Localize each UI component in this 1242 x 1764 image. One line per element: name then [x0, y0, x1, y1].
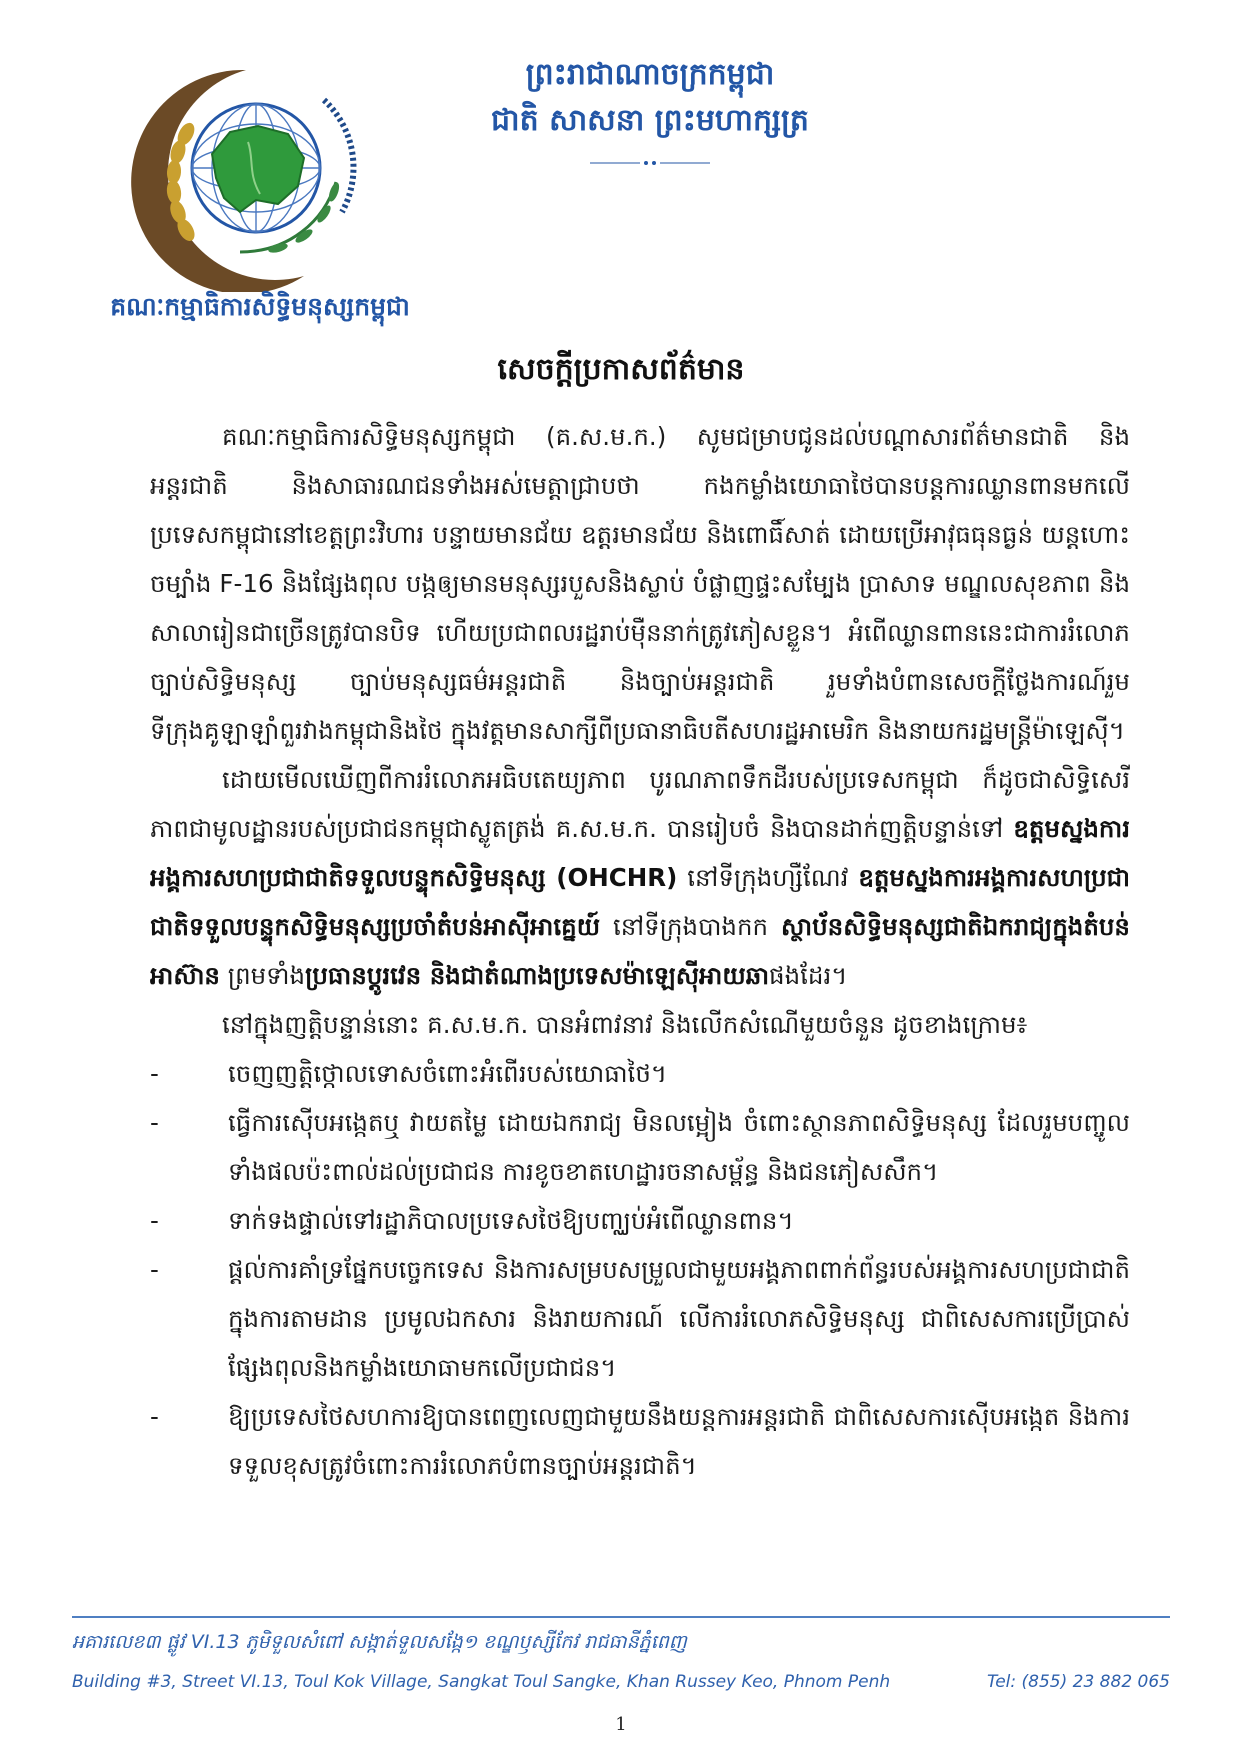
paragraph-2-text-d: នៅទីក្រុងបាងកក — [600, 912, 782, 941]
list-item — [150, 1196, 1130, 1245]
list-item-text: ផ្ដល់ការគាំទ្រផ្នែកបច្ចេកទេស និងការសម្របសម្រួលជាមួយអង្គភាពពាក់ព័ន្ធរបស់អង្គការសហប្រជាជាតិ ក្នុងការតាមដាន ប្រមូលឯកសារ និងរាយការណ៍ លើការរំលោភសិទ្ធិមនុស្ស ជាពិសេសការប្រើប្រាស់ផ្សែងពុលនិងកម្លាំងយោធាមកលើប្រជាជន។ — [228, 1255, 1130, 1382]
document-title: សេចក្ដីប្រកាសព័ត៌មាន — [497, 352, 745, 387]
list-dash: - — [150, 1059, 159, 1088]
list-dash: - — [150, 1108, 159, 1137]
list-item — [150, 1049, 1130, 1098]
footer-address-khmer: អគារលេខ៣ ផ្លូវ VI.13 ភូមិទួលសំពៅ សង្កាត់ទួលសង្កែ១ ខណ្ឌឫស្សីកែវ រាជធានីភ្នំពេញ — [72, 1631, 687, 1653]
list-item-text: ធ្វើការស៊ើបអង្កេតឬ វាយតម្លៃ ដោយឯករាជ្យ មិនលម្អៀង ចំពោះស្ថានភាពសិទ្ធិមនុស្ស ដែលរួមបញ្ចូលទាំងផលប៉ះពាល់ដល់ប្រជាជន ការខូចខាតហេដ្ឋារចនាសម្ព័ន្ធ និងជនភៀសសឹក។ — [228, 1108, 1130, 1186]
paragraph-2 — [150, 755, 1130, 1000]
kingdom-line-2: ជាតិ សាសនា ព្រះមហាក្សត្រ — [491, 103, 809, 138]
list-item-text: ទាក់ទងផ្ទាល់ទៅរដ្ឋាភិបាលប្រទេសថៃឱ្យបញ្ឈប់អំពើឈ្លានពាន។ — [228, 1206, 794, 1235]
page-number: 1 — [615, 1714, 627, 1735]
ornament-divider-icon — [590, 158, 710, 168]
footer-divider — [72, 1616, 1170, 1618]
paragraph-2-bold-ohchr: ឧត្តមស្នងការអង្គការសហប្រជាជាតិទទួលបន្ទុកសិទ្ធិមនុស្ស (OHCHR) — [150, 814, 1130, 892]
paragraph-2-text-c: នៅទីក្រុងហ្សឺណែវ — [677, 863, 859, 892]
list-dash: - — [150, 1255, 159, 1284]
kingdom-header — [430, 52, 870, 168]
paragraph-2-bold-asean: ស្ថាប័នសិទ្ធិមនុស្សជាតិឯករាជ្យក្នុងតំបន់អាស៊ាន — [150, 912, 1130, 990]
kingdom-line-1: ព្រះរាជាណាចក្រកម្ពុជា — [525, 57, 775, 92]
paragraph-3: នៅក្នុងញត្តិបន្ទាន់នោះ គ.ស.ម.ក. បានអំពាវនាវ និងលើកសំណើមួយចំនួន ដូចខាងក្រោម៖ — [222, 1010, 1028, 1039]
list-item-text: ចេញញត្តិថ្កោលទោសចំពោះអំពើរបស់យោធាថៃ។ — [228, 1059, 668, 1088]
list-dash: - — [150, 1206, 159, 1235]
paragraph-2-text-a: ដោយមើលឃើញពីការរំលោភអធិបតេយ្យភាព បូរណភាពទឹកដីរបស់ប្រទេសកម្ពុជា ក៏ដូចជាសិទ្ធិសេរីភាពជាមូលដ្ឋានរបស់ប្រជាជនកម្ពុជាស្លូតត្រង់ គ.ស.ម.ក. បានរៀបចំ និងបានដាក់ញត្តិបន្ទាន់ទៅ — [150, 765, 1130, 843]
paragraph-2-text-e: ព្រមទាំង — [219, 961, 306, 990]
list-dash: - — [150, 1402, 159, 1431]
request-list — [150, 1049, 1130, 1490]
footer-telephone: Tel: (855) 23 882 065 — [986, 1672, 1170, 1692]
list-item-text: ឱ្យប្រទេសថៃសហការឱ្យបានពេញលេញជាមួយនឹងយន្តការអន្តរជាតិ ជាពិសេសការស៊ើបអង្កេត និងការទទួលខុសត្រូវចំពោះការរំលោភបំពានច្បាប់អន្តរជាតិ។ — [228, 1402, 1130, 1480]
paragraph-1: គណៈកម្មាធិការសិទ្ធិមនុស្សកម្ពុជា (គ.ស.ម.ក.) សូមជម្រាបជូនដល់បណ្ដាសារព័ត៌មានជាតិ និងអន្តរជាតិ និងសាធារណជនទាំងអស់មេត្តាជ្រាបថា កងកម្លាំងយោធាថៃបានបន្តការឈ្លានពានមកលើប្រទេសកម្ពុជានៅខេត្តព្រះវិហារ បន្ទាយមានជ័យ ឧត្តរមានជ័យ និងពោធិ៍សាត់ ដោយប្រើអាវុធធុនធ្ងន់ យន្តហោះចម្បាំង F-16 និងផ្សែងពុល បង្កឲ្យមានមនុស្សរបួសនិងស្លាប់ បំផ្លាញផ្ទះសម្បែង ប្រាសាទ មណ្ឌលសុខភាព និងសាលារៀនជាច្រើនត្រូវបានបិទ ហើយប្រជាពលរដ្ឋរាប់ម៉ឺននាក់ត្រូវភៀសខ្លួន។ អំពើឈ្លានពាននេះជាការរំលោភច្បាប់សិទ្ធិមនុស្ស ច្បាប់មនុស្សធម៌អន្តរជាតិ និងច្បាប់អន្តរជាតិ រួមទាំងបំពានសេចក្ដីថ្លែងការណ៍រួមទីក្រុងគូឡាឡាំពួរវាងកម្ពុជានិងថៃ ក្នុងវត្តមានសាក្សីពីប្រធានាធិបតីសហរដ្ឋអាមេរិក និងនាយករដ្ឋមន្ត្រីម៉ាឡេស៊ី។ — [150, 422, 1130, 745]
logo-emblem-icon — [128, 62, 368, 292]
paragraph-2-bold-chair: ប្រធានប្ដូរវេន និងជាតំណាងប្រទេសម៉ាឡេស៊ីអាយឆា — [305, 961, 770, 990]
list-item — [150, 1245, 1130, 1392]
footer-address-row — [72, 1672, 1170, 1692]
list-item — [150, 1392, 1130, 1490]
document-body — [150, 412, 1130, 1490]
paragraph-2-text-f: ផងដែរ។ — [769, 961, 848, 990]
list-item — [150, 1098, 1130, 1196]
footer-address-english: Building #3, Street VI.13, Toul Kok Village, Sangkat Toul Sangke, Khan Russey Keo, Phnom Penh — [72, 1672, 891, 1692]
organization-logo — [128, 62, 368, 292]
organization-name: គណៈកម្មាធិការសិទ្ធិមនុស្សកម្ពុជា — [110, 292, 410, 321]
paragraph-2-bold-regional: ឧត្តមស្នងការអង្គការសហប្រជាជាតិទទួលបន្ទុកសិទ្ធិមនុស្សប្រចាំតំបន់អាស៊ីអាគ្នេយ៍ — [150, 863, 1130, 941]
